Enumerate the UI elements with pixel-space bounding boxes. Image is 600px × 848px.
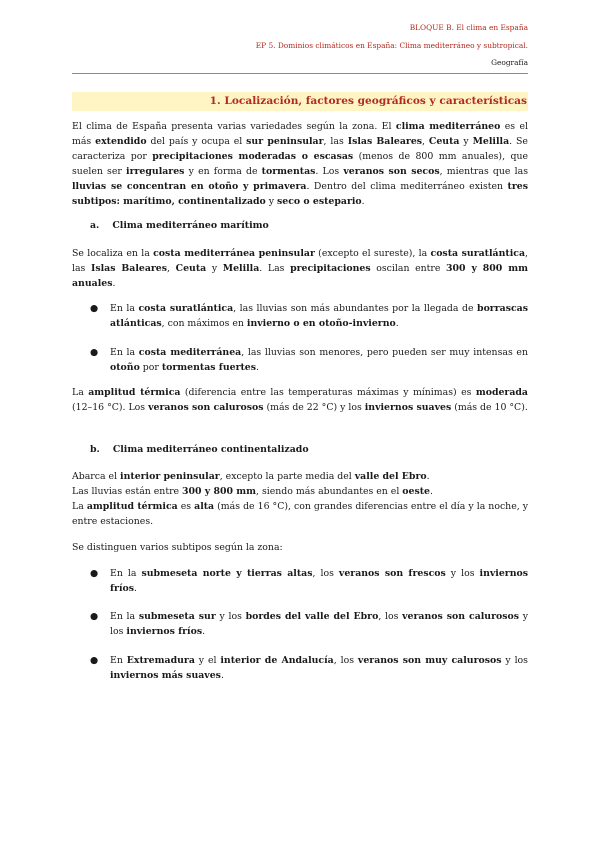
intro-bold: lluvias se concentran en otoño y primavera [72,181,307,193]
bullet-part: . [395,318,399,330]
bullet-bold: submeseta norte y tierras altas [141,568,313,579]
intro-text: . [361,196,365,208]
bullet-part: En la [110,611,139,622]
maritimo-paragraph-1 [72,246,528,291]
intro-text: y [265,196,278,208]
bullet-text [110,566,528,596]
bullet-text [110,653,528,683]
bullet-bold: Extremadura [126,655,195,666]
para-text: (más de 10 °C). [451,402,528,414]
subheading-b-letter: b. [90,444,100,455]
bullet-part: y los [445,568,480,579]
intro-text: El clima de España presenta varias variedades según la zona. El [72,121,396,132]
para-text: La [72,501,87,512]
para-bold: Islas Baleares [90,263,168,275]
intro-bold: sur peninsular [246,136,324,148]
para-text: (diferencia entre las temperaturas máximas y mínimas) es [180,387,476,398]
bullet-part: . [256,362,259,374]
bullet-text [110,345,528,375]
intro-bold: extendido [95,136,147,148]
para-text: . [112,278,116,290]
intro-bold: irregulares [126,166,185,178]
bullet-part: y los [110,611,528,638]
para-text: , las [72,248,528,275]
bullet-part: por [139,362,162,374]
para-text: . Las [259,263,291,275]
intro-text: , mientras que las [439,166,528,178]
para-bold: costa suratlántica [430,248,525,259]
bullet-bold: invierno o en otoño-invierno [246,318,396,330]
bullet-bold: veranos son muy calurosos [357,655,502,666]
continentalizado-paragraph-1 [72,469,528,484]
section-title: 1. Localización, factores geográficos y características [72,92,528,111]
para-bold: oeste [402,486,430,497]
para-bold: moderada [475,387,528,398]
subheading-a-letter: a. [90,220,100,231]
intro-bold: Ceuta [428,136,460,148]
intro-bold: tres subtipos: marítimo, continentalizado [72,181,528,208]
intro-bold: clima mediterráneo [395,121,501,132]
bullet-bold: submeseta sur [138,611,216,622]
para-bold: valle del Ebro [354,471,427,482]
para-text: Las lluvias están entre [72,486,183,497]
para-bold: amplitud térmica [88,387,181,398]
bullet-bold: otoño [110,362,140,374]
subheading-a-title: Clima mediterráneo marítimo [112,220,269,231]
bullet-dot-icon: ● [90,303,99,314]
bullet-part: , los [378,611,403,622]
para-text: Abarca el [72,471,121,482]
para-bold: amplitud térmica [86,501,178,512]
bullet-part: . [202,626,206,638]
para-bold: veranos son calurosos [148,402,264,414]
para-text: , excepto la parte media del [219,471,355,482]
para-bold: precipitaciones [290,263,371,275]
para-text: . [430,486,433,497]
bullet-bold: veranos son frescos [338,568,446,579]
continentalizado-paragraph-4: Se distinguen varios subtipos según la zona: [72,542,283,553]
bullet-dot-icon: ● [90,611,99,622]
para-bold: interior peninsular [120,471,220,482]
intro-bold: Islas Baleares [347,136,423,148]
continentalizado-paragraph-3 [72,499,528,529]
bullet-text [110,301,528,331]
intro-bold: veranos son secos [343,166,440,178]
bullet-part: y los [501,655,528,666]
intro-text: . Se caracteriza por [72,136,528,163]
header-block-label: BLOQUE B. El clima en España [409,23,528,32]
para-bold: Ceuta [175,263,207,275]
bullet-part: , las lluvias son más abundantes por la llegada de [233,303,478,314]
bullet-bold: tormentas fuertes [161,362,257,374]
para-text: y [206,263,223,275]
para-bold: costa mediterránea peninsular [153,248,315,259]
intro-bold: Melilla [472,136,510,148]
maritimo-paragraph-2 [72,385,528,415]
subheading-b [90,442,309,457]
bullet-part: En la [110,568,142,579]
bullet-bold: inviernos fríos [126,626,203,638]
intro-text: , [422,136,429,148]
bullet-part: y los [215,611,246,622]
para-text: (más de 22 °C) y los [263,402,365,414]
bullet-dot-icon: ● [90,568,99,579]
bullet-bold: interior de Andalucía [220,655,334,666]
intro-bold: seco o estepario [277,196,362,208]
para-bold: inviernos suaves [364,402,452,414]
bullet-bold: inviernos fríos [110,568,528,595]
intro-text: . Dentro del clima mediterráneo existen [306,181,508,193]
bullet-dot-icon: ● [90,655,99,666]
intro-paragraph [72,119,528,210]
para-text: , [167,263,176,275]
header-subject-label: Geografía [491,58,528,67]
intro-text: , las [323,136,348,148]
subheading-a [90,218,269,233]
bullet-part: En la [110,347,139,358]
header-divider [72,73,528,74]
bullet-bold: veranos son calurosos [402,611,520,622]
para-text: . [426,471,430,482]
bullet-bold: costa suratlántica [138,303,234,314]
para-bold: 300 y 800 mm [182,486,257,497]
para-bold: Melilla [222,263,260,275]
subheading-b-title: Clima mediterráneo continentalizado [112,444,309,455]
intro-bold: tormentas [261,166,316,178]
bullet-part: . [220,670,224,682]
bullet-text [110,609,528,639]
para-text: Se localiza en la [72,248,154,259]
para-text: La [72,387,89,398]
para-text: , siendo más abundantes en el [256,486,403,497]
para-text: (12–16 °C). Los [72,402,149,414]
intro-text: (menos de 800 mm anuales), que suelen ser [72,151,529,178]
bullet-part: , los [333,655,358,666]
bullet-part: . [134,583,137,595]
intro-bold: precipitaciones moderadas o escasas [152,151,354,163]
bullet-bold: borrascas atlánticas [110,303,528,330]
bullet-part: y el [194,655,221,666]
bullet-part: , con máximos en [161,318,247,330]
para-text: es [177,501,195,512]
para-text: (más de 16 °C), con grandes diferencias entre el día y la noche, y entre estaciones. [72,501,529,528]
para-text: oscilan entre [370,263,447,275]
intro-text: y [459,136,473,148]
intro-text: es el más [72,121,528,148]
bullet-bold: inviernos más suaves [110,670,221,682]
para-bold: alta [194,501,215,512]
bullet-part: En la [110,303,139,314]
intro-text: del país y ocupa el [146,136,247,148]
header-unit-label: EP 5. Dominios climáticos en España: Clima mediterráneo y subtropical. [255,41,528,50]
bullet-bold: costa mediterránea [138,347,242,358]
para-bold: 300 y 800 mm anuales [72,263,528,290]
bullet-part: En [110,655,127,666]
bullet-bold: bordes del valle del Ebro [245,611,379,622]
intro-text: . Los [315,166,344,178]
bullet-dot-icon: ● [90,347,99,358]
para-text: (excepto el sureste), la [314,248,431,259]
bullet-part: , las lluvias son menores, pero pueden ser muy intensas en [241,347,528,358]
bullet-part: , los [312,568,339,579]
intro-text: y en forma de [184,166,262,178]
continentalizado-paragraph-2 [72,484,528,499]
